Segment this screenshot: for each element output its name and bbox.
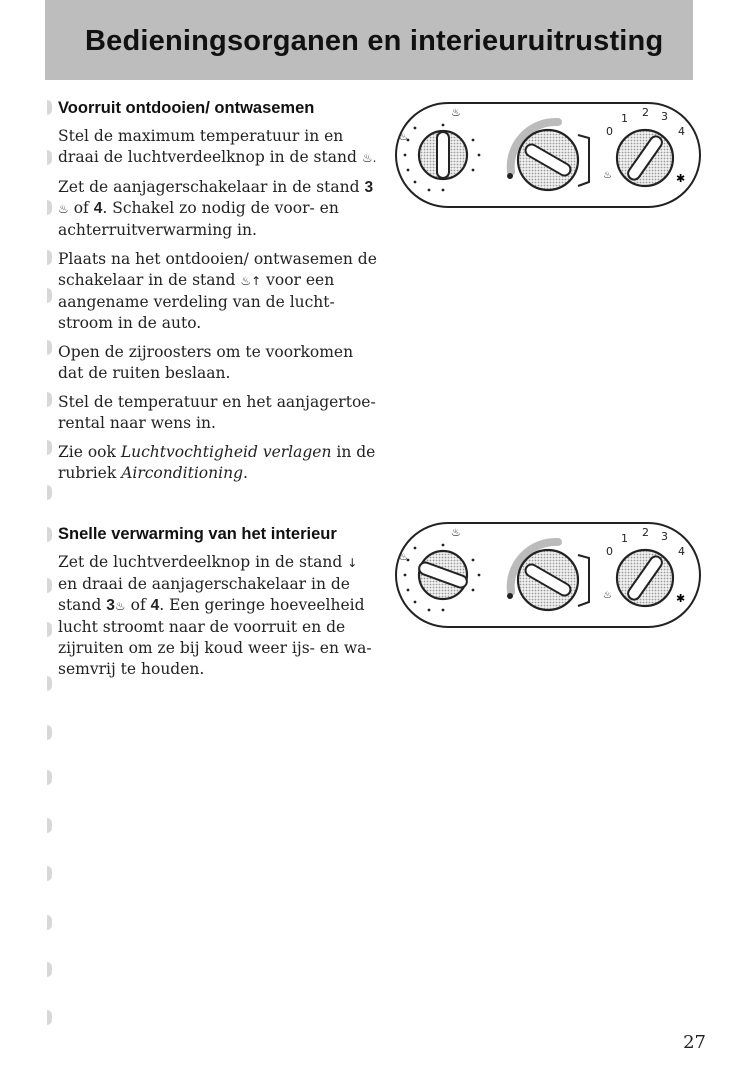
defrost-icon: ♨. [361,151,377,165]
page-title: Bedieningsorganen en interieuruitrusting [85,25,664,57]
paragraph: Open de zijroosters om te voorkomen dat de ruiten beslaan. [58,343,354,382]
defrost-icon: ♨ [451,106,461,119]
defrost-icon: ♨ [114,599,126,613]
fan-speed-knob [617,550,673,606]
recirculation-icon: ✱ [676,172,686,185]
floor-icon: ↓ [347,556,358,570]
defrost-icon: ♨ [399,552,408,563]
defrost-floor-icon: ♨↑ [240,274,262,288]
control-panel-defrost [393,100,703,212]
fan-label: 0 [606,125,613,138]
section-quick-heat-title: Snelle verwarming van het interieur [58,525,337,543]
paragraph: Plaats na het ontdooien/ ontwasemen de schakelaar in de stand ♨↑ voor een aangename verdeling van de lucht-stroom in de auto. [58,250,377,332]
fan-label: 1 [621,532,628,545]
paragraph: Stel de maximum temperatuur in en draai de luchtverdeelknop in de stand ♨. [58,127,377,166]
temperature-knob [518,550,578,610]
fan-label: 2 [642,526,649,539]
defrost-icon: ♨ [58,202,69,216]
temperature-knob [518,130,578,190]
fan-label: 4 [678,125,685,138]
fan-label: 0 [606,545,613,558]
fan-label: 2 [642,106,649,119]
fan-label: 4 [678,545,685,558]
page-header [45,0,693,80]
defrost-icon: ♨ [451,526,461,539]
control-panel-quick-heat [393,520,703,632]
fan-speed-knob [617,130,673,186]
section-defrost [58,99,378,492]
air-distribution-knob [417,551,468,599]
rear-defrost-icon: ♨ [603,170,612,181]
rear-defrost-icon: ♨ [603,590,612,601]
air-distribution-knob [419,131,467,179]
fan-label: 3 [661,110,668,123]
paragraph: Zet de aanjagerschakelaar in de stand 3♨ of 4. Schakel zo nodig de voor- en achterruitverwarming in. [58,178,374,239]
fan-label: 3 [661,530,668,543]
section-defrost-title: Voorruit ontdooien/ ontwasemen [58,99,315,117]
section-quick-heat [58,525,378,688]
paragraph: Zie ook Luchtvochtigheid verlagen in de rubriek Airconditioning. [58,443,376,482]
defrost-icon: ♨ [399,132,408,143]
paragraph: Stel de temperatuur en het aanjagertoe-rental naar wens in. [58,393,376,432]
cold-dot [507,593,513,599]
paragraph: Zet de luchtverdeelknop in de stand ↓ en draai de aanjagerschakelaar in de stand 3♨ of 4. Een geringe hoeveelheid lucht stroomt naar de voorruit en de zijruiten om ze bij koud weer ijs- en wa-semvrij te houden. [58,553,372,678]
page-number: 27 [683,1032,706,1053]
recirculation-icon: ✱ [676,592,686,605]
cold-dot [507,173,513,179]
fan-label: 1 [621,112,628,125]
